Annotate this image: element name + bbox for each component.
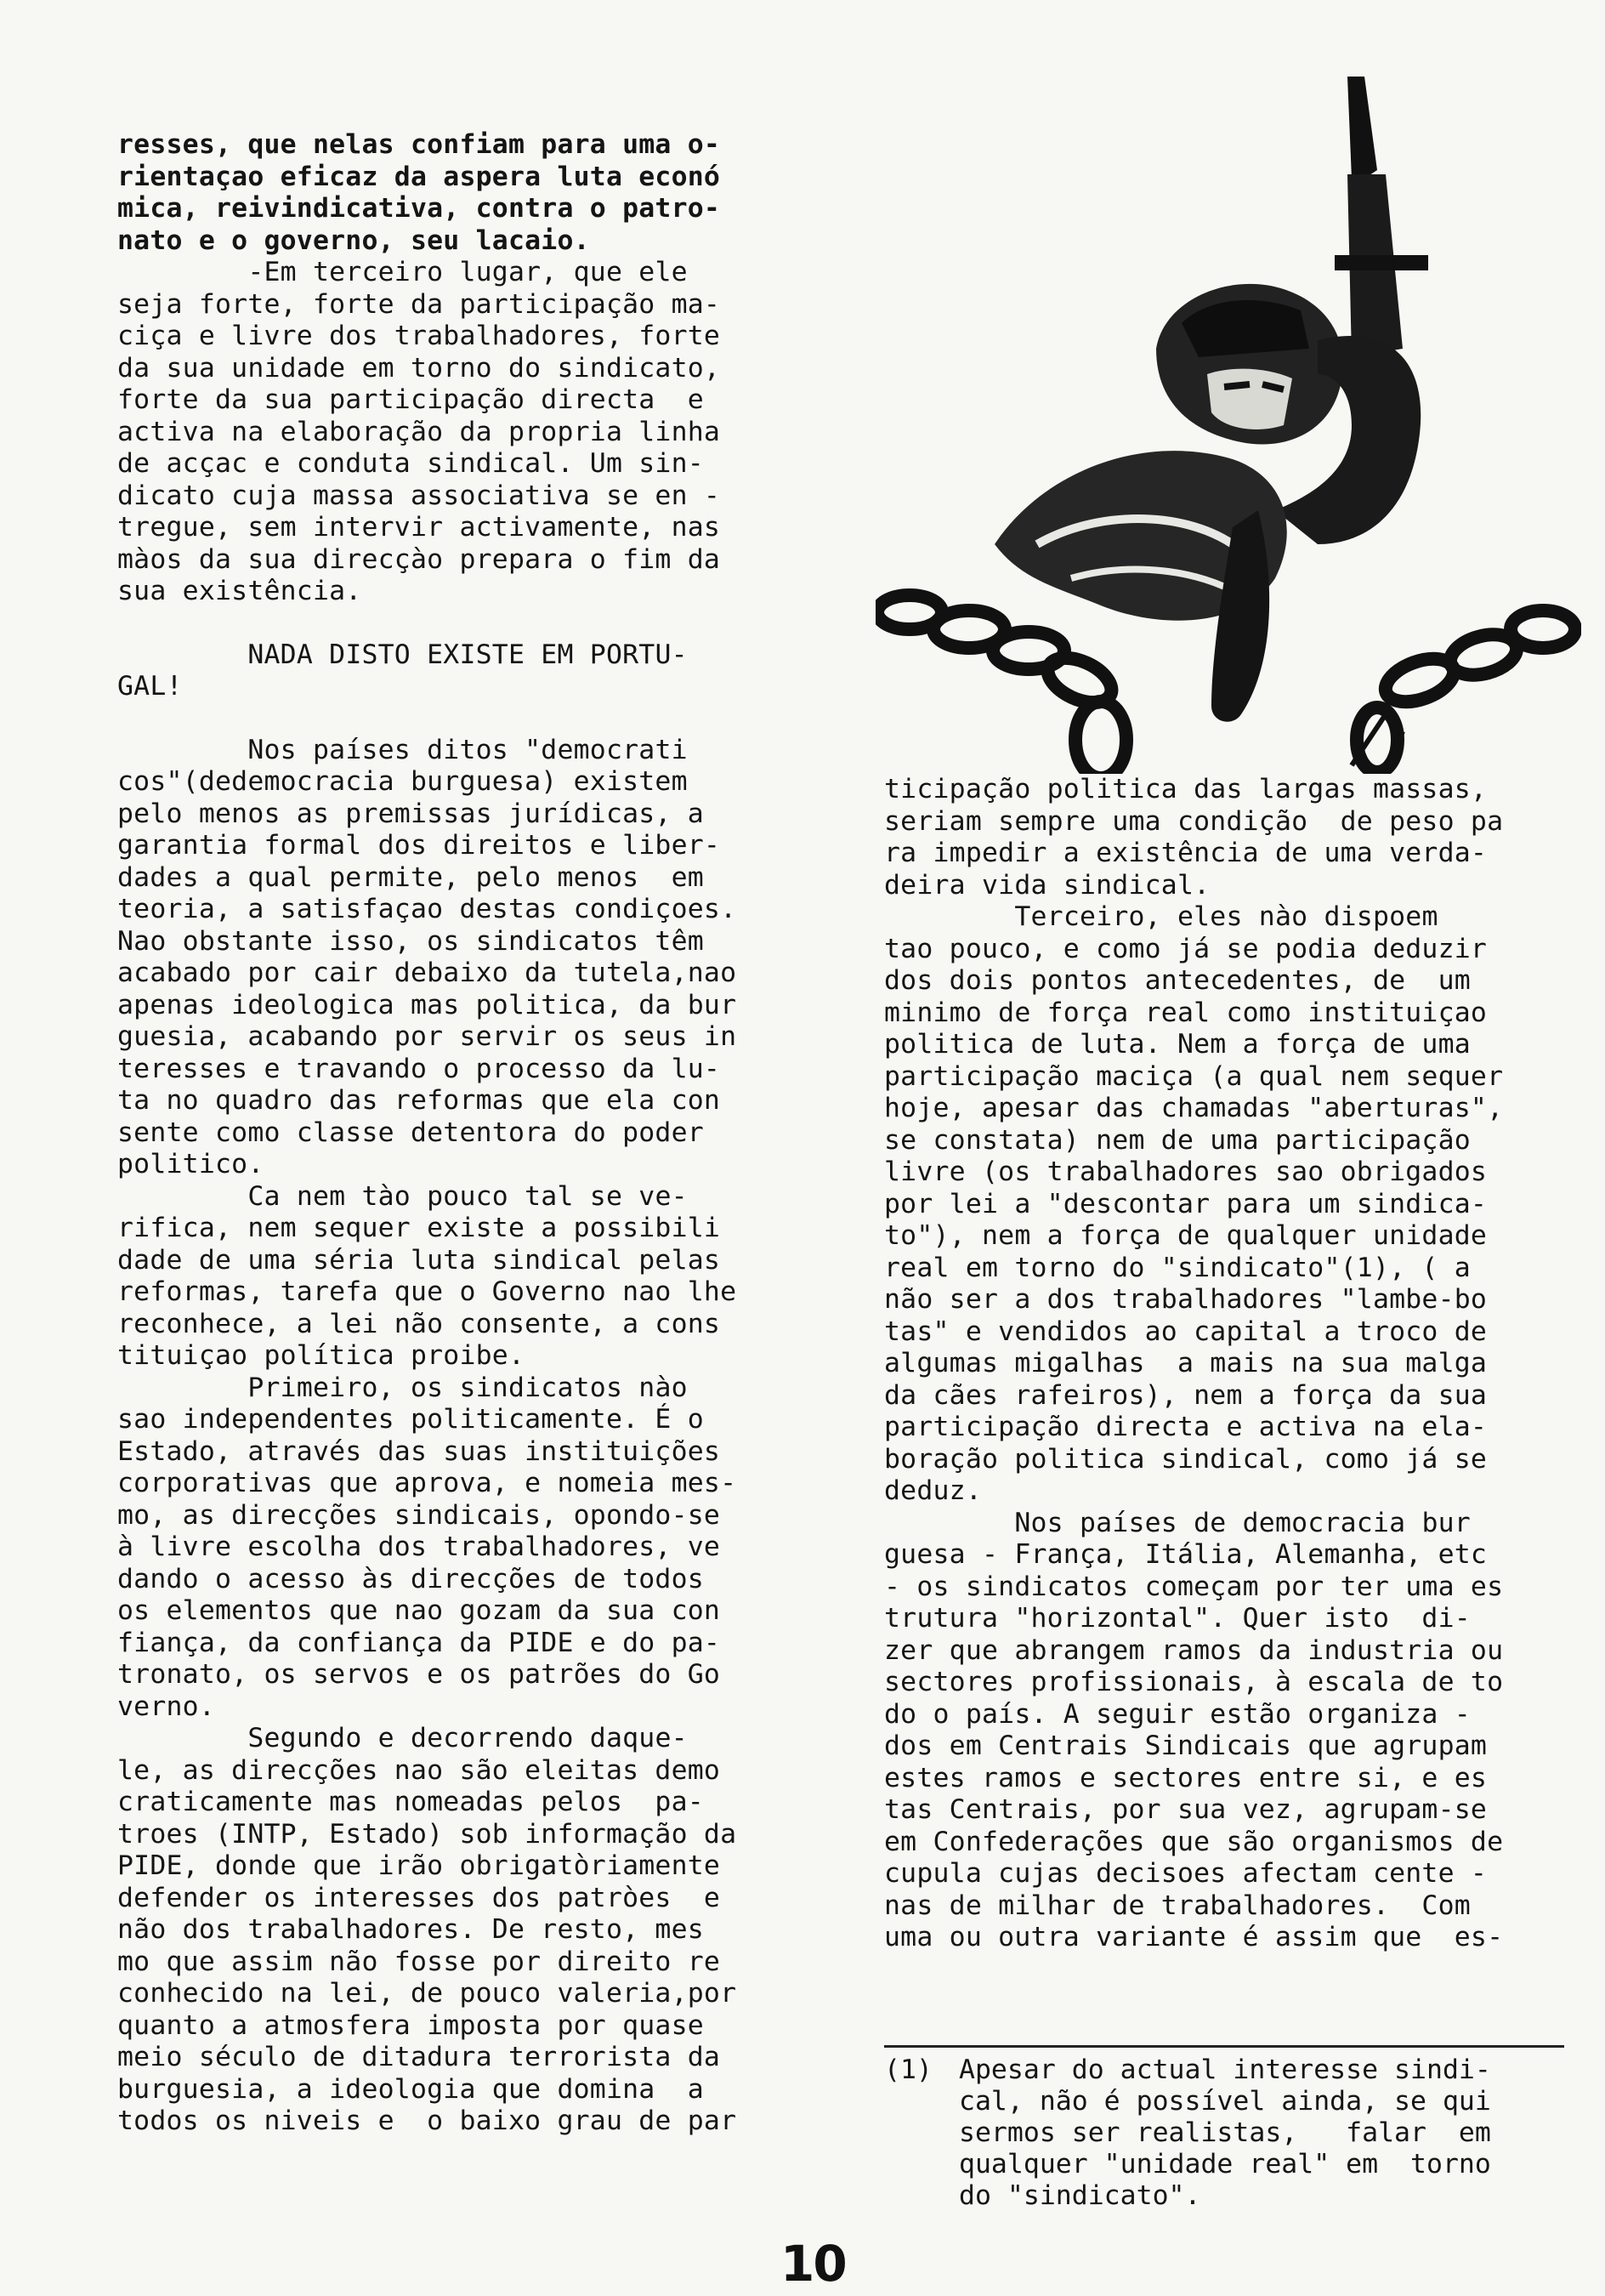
footnote xyxy=(884,2054,1564,2212)
paragraph-nada-disto: NADA DISTO EXISTE EM PORTU- GAL! xyxy=(117,639,688,702)
paragraph-intro: resses, que nelas confiam para uma o- rientaçao eficaz da aspera luta econó mica, reivindicativa, contra o patro- nato e o governo, seu lacaio. xyxy=(117,129,721,256)
footnote-text: Apesar do actual interesse sindi- cal, não é possível ainda, se qui sermos ser realistas, falar em qualquer "unidade real" em torno do "sindicato". xyxy=(959,2054,1491,2211)
footnote-divider xyxy=(884,2045,1564,2048)
paragraph-paises-democraticos: Nos países ditos "democrati cos"(dedemocracia burguesa) existem pelo menos as premissas jurídicas, a garantia formal dos direitos e liber- dades a qual permite, pelo menos em teoria, a satisfaçao destas condiçoes. Nao obstante isso, os sindicatos têm acabado por cair debaixo da tutela,nao apenas ideologica mas politica, da bur guesia, acabando por servir os seus in teresses e travando o processo da lu- ta no quadro das reformas que ela con sente como classe detentora do poder politico. xyxy=(117,734,737,1179)
paragraph-terceiro-lugar: -Em terceiro lugar, que ele seja forte, forte da participação ma- ciça e livre dos trabalhadores, forte da sua unidade em torno do sindicato, forte da sua participação directa e activa na elaboração da propria linha de acçac e conduta sindical. Um sin- dicato cuja massa associativa se en - tregue, sem intervir activamente, nas màos da sua direcçào prepara o fim da sua existência. xyxy=(117,257,721,606)
right-column xyxy=(884,774,1568,1954)
paragraph-segundo: Segundo e decorrendo daque- le, as direcções nao são eleitas demo craticamente mas nomeadas pelos pa- troes (INTP, Estado) sob informação da PIDE, donde que irão obrigatòriamente defender os interesses dos patròes e não dos trabalhadores. De resto, mes mo que assim não fosse por direito re conhecido na lei, de pouco valeria,por quanto a atmosfera imposta por quase meio século de ditadura terrorista da burguesia, a ideologia que domina a todos os niveis e o baixo grau de par xyxy=(117,1723,737,2136)
worker-breaking-chains-illustration xyxy=(876,68,1581,774)
left-column xyxy=(117,129,814,2138)
paragraph-democracia-burguesa: Nos países de democracia bur guesa - França, Itália, Alemanha, etc - os sindicatos começam por ter uma es trutura "horizontal". Quer isto di- zer que abrangem ramos da industria ou sectores profissionais, à escala de to do o país. A seguir estão organiza - dos em Centrais Sindicais que agrupam estes ramos e sectores entre si, e es tas Centrais, por sua vez, agrupam-se em Confederações que são organismos de cupula cujas decisoes afectam cente - nas de milhar de trabalhadores. Com uma ou outra variante é assim que es- xyxy=(884,1507,1504,1952)
footnote-marker: (1) xyxy=(884,2054,933,2085)
paragraph-participacao: ticipação politica das largas massas, seriam sempre uma condição de peso pa ra impedir a existência de uma verda- deira vida sindical. xyxy=(884,774,1504,901)
paragraph-terceiro: Terceiro, eles nào dispoem tao pouco, e como já se podia deduzir dos dois pontos antecedentes, de um minimo de força real como instituiçao politica de luta. Nem a força de uma participação maciça (a qual nem sequer hoje, apesar das chamadas "aberturas", se constata) nem de uma participação livre (os trabalhadores sao obrigados por lei a "descontar para um sindica- to"), nem a força de qualquer unidade real em torno do "sindicato"(1), ( a não ser a dos trabalhadores "lambe-bo tas" e vendidos ao capital a troco de algumas migalhas a mais na sua malga da cães rafeiros), nem a força da sua participação directa e activa na ela- boração politica sindical, como já se deduz. xyxy=(884,901,1504,1506)
paragraph-primeiro: Primeiro, os sindicatos nào sao independentes politicamente. É o Estado, através das suas instituições corporativas que aprova, e nomeia mes- mo, as direcções sindicais, opondo-se à livre escolha dos trabalhadores, ve dando o acesso às direcções de todos os elementos que nao gozam da sua con fiança, da confiança da PIDE e do pa- tronato, os servos e os patrões do Go verno. xyxy=(117,1372,737,1722)
paragraph-ca-nem: Ca nem tào pouco tal se ve- rifica, nem sequer existe a possibili dade de uma séria luta sindical pelas reformas, tarefa que o Governo nao lhe reconhece, a lei não consente, a cons tituiçao política proibe. xyxy=(117,1180,737,1371)
page-number: 10 xyxy=(780,2235,846,2293)
